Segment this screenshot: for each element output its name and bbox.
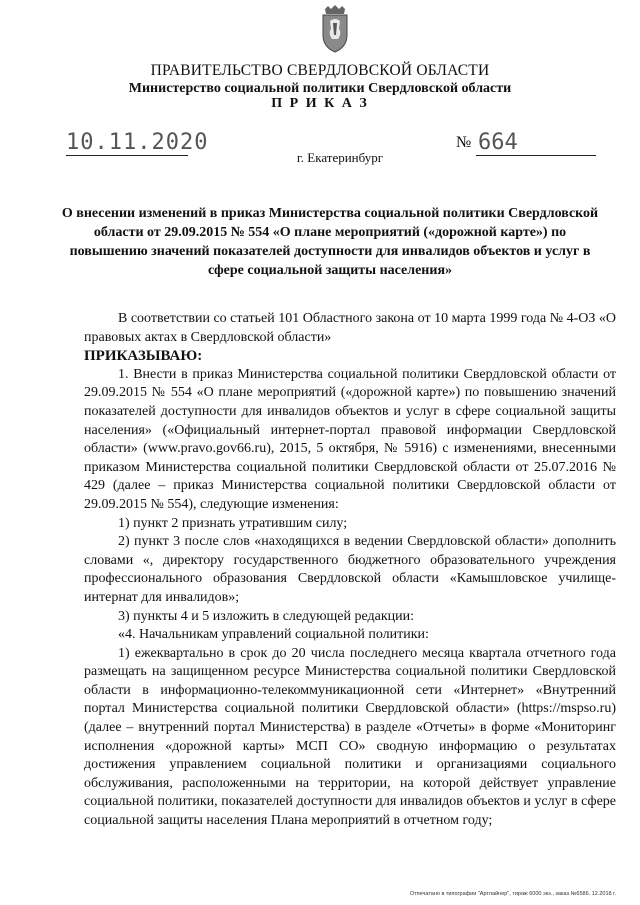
order-date: 10.11.2020 [66,130,209,155]
city-label: г. Екатеринбург [296,150,384,165]
number-sign: № [456,134,472,151]
order-number: 664 [478,130,518,155]
doc-type-heading: П Р И К А З [271,96,369,111]
paragraph-5: «4. Начальникам управлений социальной политики: [118,627,429,643]
print-footer: Отпечатано в типографии "Артлайнер", тираж 6000 экз., заказ №6586. 12.2018 г. [409,891,616,897]
paragraph-6: 1) ежеквартально в срок до 20 числа последнего месяца квартала отчетного года размещать на защищенном ресурсе Министерства социальной политики Свердловской области в информационно-телекоммуникационной сети «Интернет» «Внутренний портал Министерства социальной политики Свердловской области» (https://mspso.ru) (далее – внутренний портал Министерства) в разделе «Отчеты» в форме «Мониторинг исполнения «дорожной карты» МСП СО» сводную информацию о результатах достижения управлением социальной политики и организациями социального обслуживания, расположенными на территории, на которой действует управление социальной политики, показателей доступности для инвалидов объектов и услуг в сфере социальной защиты населения Плана мероприятий в отчетном году; [84,645,616,829]
document-body [84,310,616,831]
paragraph-4: 3) пункты 4 и 5 изложить в следующей редакции: [118,608,415,624]
government-heading: ПРАВИТЕЛЬСТВО СВЕРДЛОВСКОЙ ОБЛАСТИ [150,62,490,79]
coat-of-arms-icon [318,5,352,53]
paragraph-2: 1) пункт 2 признать утратившим силу; [118,515,348,531]
intro-paragraph: В соответствии со статьей 101 Областного закона от 10 марта 1999 года № 4-ОЗ «О правовых актах в Свердловской области» [84,311,616,345]
paragraph-3: 2) пункт 3 после слов «находящихся в ведении Свердловской области» дополнить словами «, директору государственного бюджетного образовательного учреждения профессионального образования Свердловской области «Камышловское училище-интернат для инвалидов»; [84,534,616,605]
order-word: ПРИКАЗЫВАЮ: [84,348,203,365]
ministry-heading: Министерство социальной политики Свердловской области [128,81,512,96]
paragraph-1: 1. Внести в приказ Министерства социальной политики Свердловской области от 29.09.2015 № 554 «О плане мероприятий («дорожной карте») по повышению значений показателей доступности для инвалидов объектов и услуг в сфере социальной защиты населения» («Официальный интернет-портал правовой информации Свердловской области» (www.pravo.gov66.ru), 2015, 5 октября, № 5916) с изменениями, внесенными приказом Министерства социальной политики Свердловской области от 25.07.2016 № 429 (далее – приказ Министерства социальной политики Свердловской области от 29.09.2015 № 554), следующие изменения: [84,366,616,512]
document-title: О внесении изменений в приказ Министерства социальной политики Свердловской области от 29.09.2015 № 554 «О плане мероприятий («дорожной карте») по повышению значений показателей доступности для инвалидов объектов и услуг в сфере социальной защиты населения» [61,206,599,278]
